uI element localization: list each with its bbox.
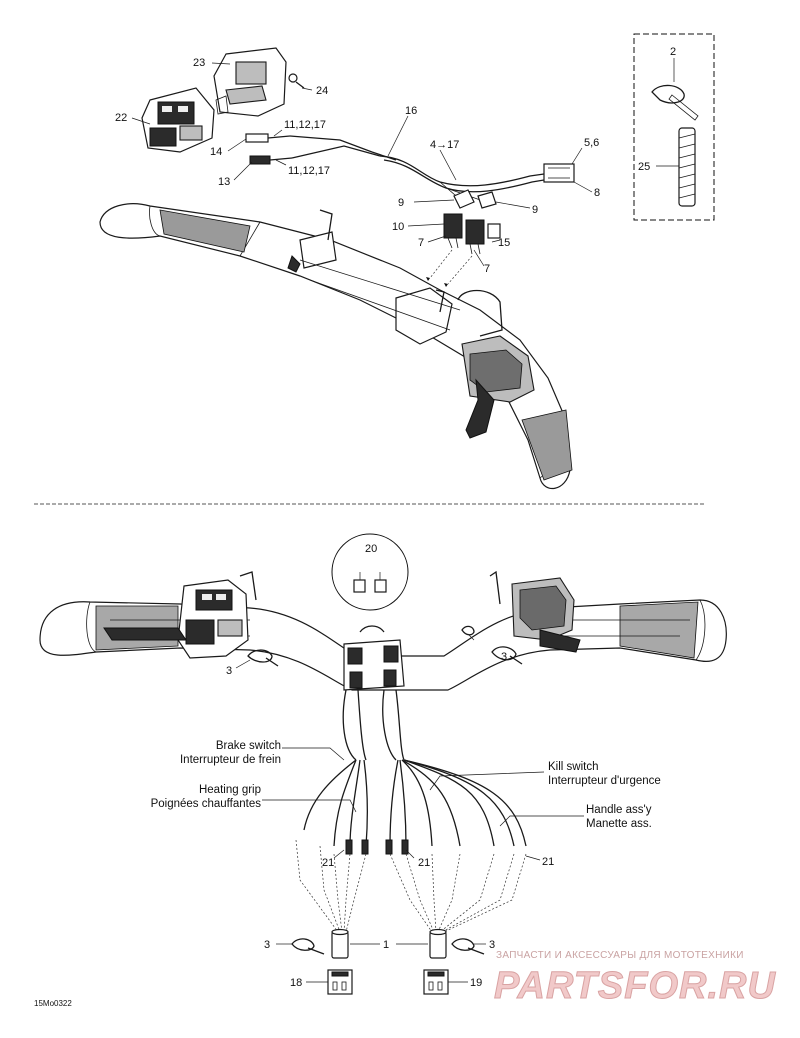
callout-25: 25 xyxy=(638,161,651,173)
callout-18: 18 xyxy=(290,977,303,989)
watermark-tagline: ЗАПЧАСТИ И АКСЕССУАРЫ ДЛЯ МОТОТЕХНИКИ xyxy=(496,950,744,961)
cable-tie-bottom-right xyxy=(452,939,484,954)
callout-15: 15 xyxy=(498,237,511,249)
callout-14: 14 xyxy=(210,146,223,158)
callout-9-left: 9 xyxy=(398,197,405,209)
callout-8: 8 xyxy=(594,187,601,199)
handlebar-clamp xyxy=(344,626,404,690)
label-heating-grip-fr: Poignées chauffantes xyxy=(150,798,261,810)
connector-14 xyxy=(246,134,290,142)
callout-3-upper-right: 3 xyxy=(501,651,508,663)
callout-7-right: 7 xyxy=(484,263,491,275)
label-kill-switch-en: Kill switch xyxy=(548,761,599,773)
callout-19: 19 xyxy=(470,977,483,989)
callout-11-12-17-lower: 11,12,17 xyxy=(288,165,331,177)
callout-7-left: 7 xyxy=(418,237,425,249)
label-kill-switch-fr: Interrupteur d'urgence xyxy=(548,775,661,787)
sleeve-right xyxy=(430,930,446,959)
callout-21-middle: 21 xyxy=(418,857,431,869)
cable-tie-drawing xyxy=(652,85,698,120)
label-brake-switch-fr: Interrupteur de frein xyxy=(179,754,281,766)
watermark xyxy=(494,950,776,1007)
callout-16: 16 xyxy=(405,105,418,117)
callout-23: 23 xyxy=(193,57,206,69)
callout-21-left: 21 xyxy=(322,857,335,869)
label-handle-assy-en: Handle ass'y xyxy=(586,804,652,816)
inset-box-small-parts xyxy=(634,34,714,220)
callout-21-right: 21 xyxy=(542,856,555,868)
figure-code: 15Mo0322 xyxy=(34,999,72,1008)
callout-3-lower-right: 3 xyxy=(489,939,496,951)
sleeve-left xyxy=(332,930,348,959)
callout-3-lower-left: 3 xyxy=(264,939,271,951)
callout-1: 1 xyxy=(383,939,390,951)
label-heating-grip-en: Heating grip xyxy=(198,784,261,796)
connector-housing-18 xyxy=(328,970,352,994)
watermark-brand: PARTSFOR.RU xyxy=(494,965,776,1007)
callout-5-6: 5,6 xyxy=(584,137,600,149)
callout-10: 10 xyxy=(392,221,405,233)
callout-24: 24 xyxy=(316,85,329,97)
callout-11-12-17-upper: 11,12,17 xyxy=(284,119,327,131)
label-handle-assy-fr: Manette ass. xyxy=(586,818,652,830)
callout-2: 2 xyxy=(670,46,677,58)
connector-housing-19 xyxy=(424,970,448,994)
wire-bundles xyxy=(304,690,526,854)
callout-3-upper-left: 3 xyxy=(226,665,233,677)
throttle-switch-block xyxy=(142,88,214,152)
screw-24 xyxy=(289,74,304,88)
label-brake-switch-en: Brake switch xyxy=(215,740,281,752)
callout-9-right: 9 xyxy=(532,204,539,216)
callout-4-to-17: 4→17 xyxy=(430,139,460,151)
callout-22: 22 xyxy=(115,112,128,124)
spiral-wrap-drawing xyxy=(679,128,695,206)
callout-13: 13 xyxy=(218,176,231,188)
wiring-harness-16 xyxy=(380,156,574,202)
connector-cluster xyxy=(444,190,500,254)
connector-13 xyxy=(250,156,292,164)
terminal-leaders xyxy=(296,840,526,932)
switch-housing-cover xyxy=(214,48,286,116)
cable-tie-bottom-left xyxy=(292,939,324,954)
callout-20: 20 xyxy=(365,543,378,555)
